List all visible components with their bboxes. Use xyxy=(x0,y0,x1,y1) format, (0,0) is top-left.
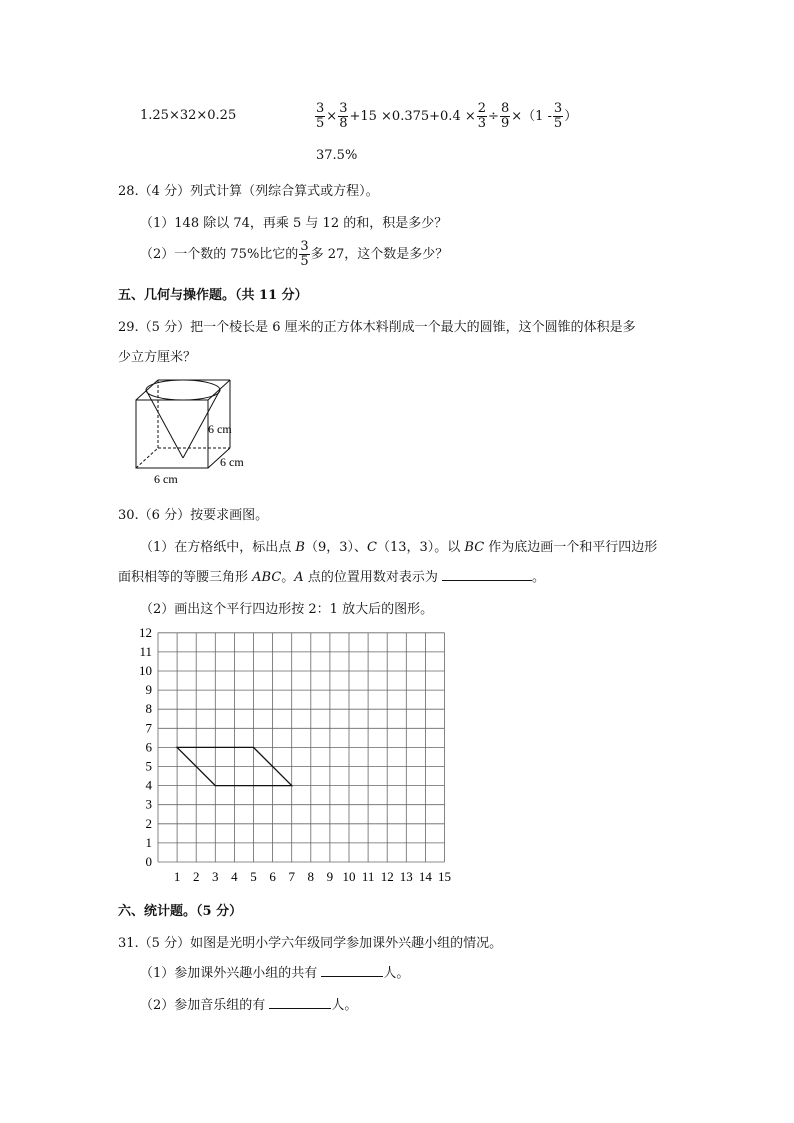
y-tick-label: 8 xyxy=(145,701,152,717)
q31-title: 31.（5 分）如图是光明小学六年级同学参加课外兴趣小组的情况。 xyxy=(118,936,503,951)
y-tick-label: 0 xyxy=(145,854,152,869)
q30-part1-line1: （1）在方格纸中，标出点 B（9，3）、C（13，3）。以 BC 作为底边画一个和平行四边形 xyxy=(140,540,658,555)
y-tick-label: 4 xyxy=(145,777,152,793)
q28-part2: （2）一个数的 75%比它的 $\frac{3}{5}$ 多 27，这个数是多少？ xyxy=(140,239,449,269)
fraction: $\frac{3}{8}$ xyxy=(339,101,348,131)
y-tick-label: 5 xyxy=(145,758,152,774)
cube-cone-figure xyxy=(128,374,268,486)
q28-part1: （1）148 除以 74，再乘 5 与 12 的和，积是多少？ xyxy=(140,216,448,231)
x-tick-label: 12 xyxy=(380,869,394,884)
y-tick-label: 1 xyxy=(145,834,152,850)
x-tick-label: 4 xyxy=(231,869,238,884)
q30-part1-line2: 面积相等的等腰三角形 ABC。A 点的位置用数对表示为 。 xyxy=(118,570,545,585)
fraction: $\frac{3}{5}$ xyxy=(300,239,309,269)
q31-part2: （2）参加音乐组的有 人。 xyxy=(140,998,358,1013)
q29-line2: 少立方厘米？ xyxy=(118,350,197,365)
q29-line1: 29.（5 分）把一个棱长是 6 厘米的正方体木料削成一个最大的圆锥，这个圆锥的体积是多 xyxy=(118,320,636,335)
height-label: 6 cm xyxy=(208,422,232,436)
y-tick-label: 9 xyxy=(145,682,152,698)
fraction: $\frac{3}{5}$ xyxy=(316,101,325,131)
x-tick-label: 3 xyxy=(212,869,219,884)
fraction: $\frac{8}{9}$ xyxy=(500,101,510,131)
section-6-heading: 六、统计题。（5 分） xyxy=(118,904,243,919)
calc-extra: 37.5% xyxy=(316,148,358,163)
fraction: $\frac{3}{5}$ xyxy=(553,101,563,131)
depth-label: 6 cm xyxy=(220,455,244,469)
x-tick-label: 11 xyxy=(361,869,375,884)
x-tick-label: 15 xyxy=(438,869,451,884)
x-tick-label: 10 xyxy=(342,869,356,884)
x-tick-label: 8 xyxy=(307,869,315,884)
calc-expression-1: 1.25×32×0.25 xyxy=(140,108,237,123)
width-label: 6 cm xyxy=(154,472,178,486)
x-tick-label: 7 xyxy=(288,869,295,884)
answer-blank[interactable] xyxy=(442,568,532,581)
y-tick-label: 2 xyxy=(145,815,152,831)
y-tick-label: 11 xyxy=(139,643,152,659)
q30-part2: （2）画出这个平行四边形按 2：1 放大后的图形。 xyxy=(140,602,434,617)
y-tick-label: 12 xyxy=(139,626,152,640)
x-tick-label: 9 xyxy=(326,869,334,884)
x-tick-label: 6 xyxy=(269,869,276,884)
answer-blank[interactable] xyxy=(321,964,383,977)
x-tick-label: 2 xyxy=(192,869,200,884)
x-tick-label: 14 xyxy=(418,869,432,884)
q30-title: 30.（6 分）按要求画图。 xyxy=(118,508,269,523)
y-tick-label: 10 xyxy=(139,663,152,678)
coordinate-grid xyxy=(130,626,470,888)
answer-blank[interactable] xyxy=(269,996,331,1009)
fraction: $\frac{2}{3}$ xyxy=(477,101,487,131)
x-tick-label: 13 xyxy=(399,869,413,884)
y-tick-label: 7 xyxy=(145,720,152,736)
y-tick-label: 3 xyxy=(145,796,152,812)
y-tick-label: 6 xyxy=(145,739,152,755)
x-tick-label: 1 xyxy=(173,869,181,884)
q31-part1: （1）参加课外兴趣小组的共有 人。 xyxy=(140,966,410,981)
section-5-heading: 五、几何与操作题。（共 11 分） xyxy=(118,288,308,303)
q28-title: 28.（4 分）列式计算（列综合算式或方程）。 xyxy=(118,184,379,199)
x-tick-label: 5 xyxy=(250,869,257,884)
calc-expression-2: $\frac{3}{5}$ × $\frac{3}{8}$ +15 ×0.375+0.4 × $\frac{2}{3}$ ÷ $\frac{8}{9}$ ×（1 - $\frac{3}{5}$ ） xyxy=(316,101,578,131)
